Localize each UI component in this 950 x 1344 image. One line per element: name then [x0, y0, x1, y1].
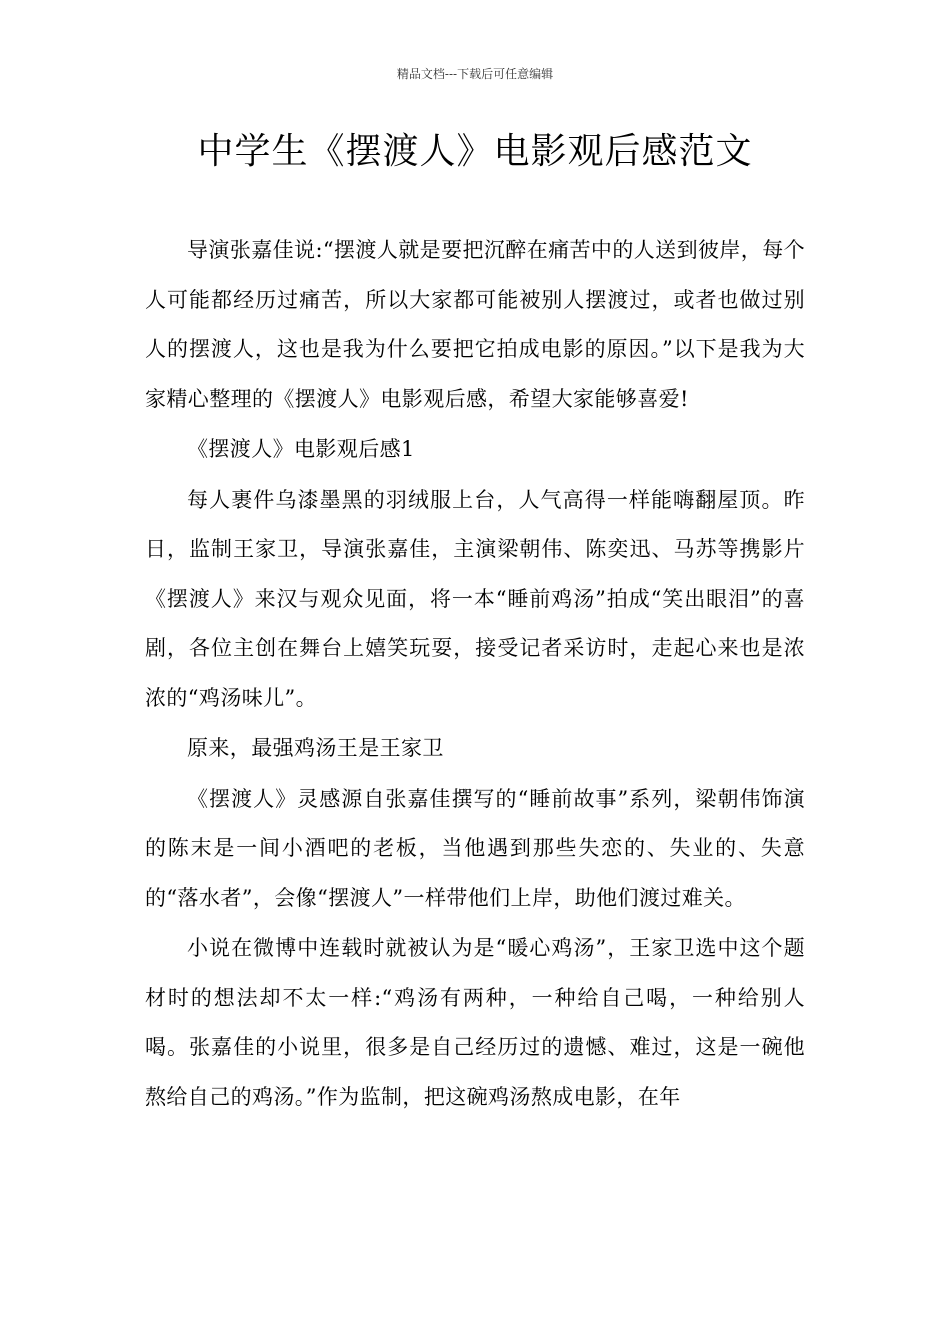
section-heading-review-1: 《摆渡人》电影观后感1: [187, 437, 415, 461]
document-title: 中学生《摆渡人》电影观后感范文: [197, 131, 753, 172]
paragraph-novel: 小说在微博中连载时就被认为是“暖心鸡汤”，王家卫选中这个题材时的想法却不太一样:“鸡汤有两种，一种给自己喝，一种给别人喝。张嘉佳的小说里，很多是自己经历过的遗憾、难过，这是一碗他熬给自己的鸡汤。”作为监制，把这碗鸡汤熬成电影，在年: [145, 936, 805, 1109]
header-note: 精品文档---下载后可任意编辑: [396, 67, 554, 81]
paragraph-premiere: 每人裹件乌漆墨黑的羽绒服上台，人气高得一样能嗨翻屋顶。昨日，监制王家卫，导演张嘉佳，主演梁朝伟、陈奕迅、马苏等携影片《摆渡人》来汉与观众见面，将一本“睡前鸡汤”拍成“笑出眼泪”的喜剧，各位主创在舞台上嬉笑玩耍，接受记者采访时，走起心来也是浓浓的“鸡汤味儿”。: [145, 487, 805, 710]
document-body: [145, 226, 805, 1122]
paragraph-intro: 导演张嘉佳说:“摆渡人就是要把沉醉在痛苦中的人送到彼岸，每个人可能都经历过痛苦，所以大家都可能被别人摆渡过，或者也做过别人的摆渡人，这也是我为什么要把它拍成电影的原因。”以下是我为大家精心整理的《摆渡人》电影观后感，希望大家能够喜爱!: [145, 238, 805, 411]
paragraph-inspiration: 《摆渡人》灵感源自张嘉佳撰写的“睡前故事”系列，梁朝伟饰演的陈末是一间小酒吧的老板，当他遇到那些失恋的、失业的、失意的“落水者”，会像“摆渡人”一样带他们上岸，助他们渡过难关。: [145, 786, 805, 910]
section-heading-chicken-soup-king: 原来，最强鸡汤王是王家卫: [187, 736, 444, 760]
